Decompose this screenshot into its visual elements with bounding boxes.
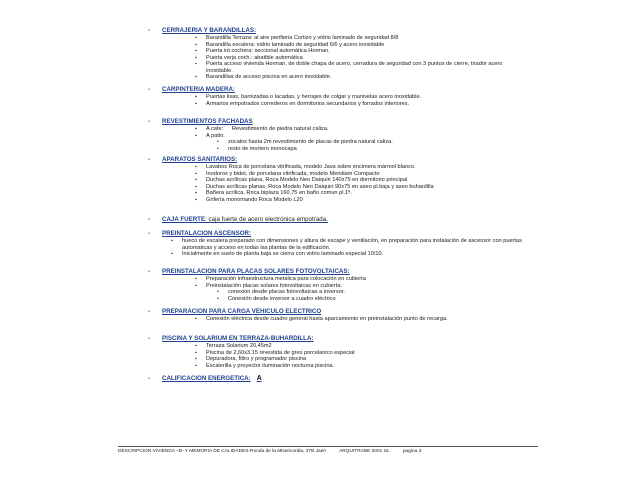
- list-item: ▪ Barandilla Terraza: al aire perifieria Cortizo y vidrio laminado de seguridad 8/8: [202, 35, 528, 42]
- section-title: - PREPARACION PARA CARGA VEHICULO ELECTRICO: [148, 308, 322, 315]
- list-item: ▪ Armarios empotrados correderos en dormitorios secundarios y forrados interiores.: [202, 101, 528, 108]
- list-item: ▪ Inicialmente en suelo de planta baja se cierra con vidrio laminado especial 10/10.: [178, 251, 528, 258]
- section-title: - PREINTALACION ASCENSOR:: [148, 230, 252, 237]
- list-item: ▪ Barandilla escalera: vidrio laminado de seguridad 6/6 y acero inoxidable: [202, 42, 528, 49]
- footer-studio: ARQUITRABE 2001 SL: [339, 449, 390, 454]
- section-vehiculo-electrico: [148, 308, 528, 323]
- list-item: ▪ Grifería monomando Roca Modelo L20: [202, 197, 528, 204]
- section-title: - CERRAJERIA Y BARANDILLAS:: [148, 27, 257, 34]
- sub-list-item: • zocalos hasta 2m revestimiento de placas de piedra natural caliza.: [224, 139, 528, 146]
- list-item: ▪ Preparación infraestructura metalica para colocación en cubierta: [202, 276, 528, 283]
- item-list: [148, 94, 528, 107]
- list-item: ▪ Depuradora, filtro y programador piscina: [202, 356, 528, 363]
- list-item: ▪ Puerta int.cochera: seccional automática Horman.: [202, 48, 528, 55]
- section-sanitarios: [148, 156, 528, 203]
- list-item: ▪ Puerta verja coch.: abatible automática: [202, 55, 528, 62]
- item-list: [148, 276, 528, 289]
- footer-page-number: pagina 3: [402, 449, 422, 454]
- page-footer: [118, 446, 538, 454]
- section-carpinteria: [148, 86, 528, 107]
- list-item: ▪ Barandillas de acceso piscina en acero inoxidable.: [202, 74, 528, 81]
- section-caja-fuerte: [148, 216, 528, 224]
- footer-description: DESCRIPCION VIVIENDA –B- Y MEMORIA DE CALIDADES-Ronda de la Misericordia, 37B Jaen: [118, 449, 327, 454]
- item-list: [148, 316, 528, 323]
- list-item: ▪ Puertas lisas, barnizadas o lacadas, y herrajes de colgar y manivelas acero inoxidable.: [202, 94, 528, 101]
- section-ascensor: [148, 230, 528, 258]
- section-revestimientos: [148, 118, 528, 152]
- item-list: [148, 164, 528, 203]
- sub-list: [148, 289, 528, 302]
- sub-list-item: • conexión desde placas fotovoltaicas a inversor.: [224, 289, 528, 296]
- list-item: ▪ Duchas acrílicas planas, Roca Modelo Neo Daiquiri 90x75 en aseo pl.baja y aseo buhardilla: [202, 184, 528, 191]
- section-title: - CARPINTERIA MADERA:: [148, 86, 235, 93]
- list-item: ▪ Terraza Solarium 20,45m2: [202, 343, 528, 350]
- list-item: ▪ A patio:: [202, 133, 528, 140]
- section-cerrajeria: [148, 27, 528, 81]
- list-item: ▪ Puerta acceso vivienda Horman, de doble chapa de acero, cerradura de seguridad con 3 puntos de cierre, tirador acero inoxidable.: [202, 61, 528, 74]
- section-title: - CAJA FUERTE: caja fuerte de acero electrónica empotrada.: [148, 216, 328, 223]
- list-item: ▪ A cafe: Revestimiento de piedra natural caliza.: [202, 126, 528, 133]
- item-list: [148, 35, 528, 81]
- list-item: ▪ hueco de escalera preparado con dimensiones y altura de escape y ventilación, en preparación para instalación de ascensor con puertas automaticas y acceso en todas las plantas de la edificación.: [178, 238, 528, 251]
- list-item: ▪ Bañera acrílica, Roca biplaza 160,75 en baño comun pl.1ª.: [202, 190, 528, 197]
- list-item: ▪ Escalerilla y proyector iluminación nocturna piscina.: [202, 363, 528, 370]
- sub-list-item: • Conexión desde inversor a cuadro eléctrico: [224, 296, 528, 303]
- item-list: [148, 238, 528, 258]
- sub-list: [148, 139, 528, 152]
- energy-grade: A: [256, 375, 262, 382]
- section-title: - CALIFICACION ENERGETICA: A: [148, 375, 262, 382]
- section-title: - PISCINA Y SOLARIUM EN TERRAZA-BUHARDILLA:: [148, 335, 314, 342]
- section-calificacion: [148, 375, 528, 383]
- list-item: ▪ Piscina de 2,60x3,15 revestida de gres porcelanico especial: [202, 350, 528, 357]
- list-item: ▪ Preinstalación placas solares fotovoltaicas en cubierta:: [202, 283, 528, 290]
- sub-list-item: • resto de mortero monocapa: [224, 146, 528, 153]
- list-item: ▪ Inodoros y bidet, de porcelana vitrificada, modelo Meridiam Compacto: [202, 171, 528, 178]
- list-item: ▪ Lavabos Roca de porcelana vitrificada, modelo Java sobre encimera mármol blanco.: [202, 164, 528, 171]
- section-title: - REVESTIMIENTOS FACHADAS: [148, 118, 253, 125]
- section-placas-solares: [148, 268, 528, 302]
- section-title: - PREINSTALACION PARA PLACAS SOLARES FOTOVOLTAICAS:: [148, 268, 350, 275]
- item-list: [148, 343, 528, 369]
- list-item: ▪ Duchas acrílicas plana, Roca Modelo Neo Daiquiri 140x75 en dormitorio principal: [202, 177, 528, 184]
- list-item: ▪ Conexión eléctrica desde cuadro general hasta aparcamiento en preinstalación punto de recarga.: [202, 316, 528, 323]
- section-piscina: [148, 335, 528, 369]
- item-list: [148, 126, 528, 139]
- section-title: - APARATOS SANITARIOS:: [148, 156, 238, 163]
